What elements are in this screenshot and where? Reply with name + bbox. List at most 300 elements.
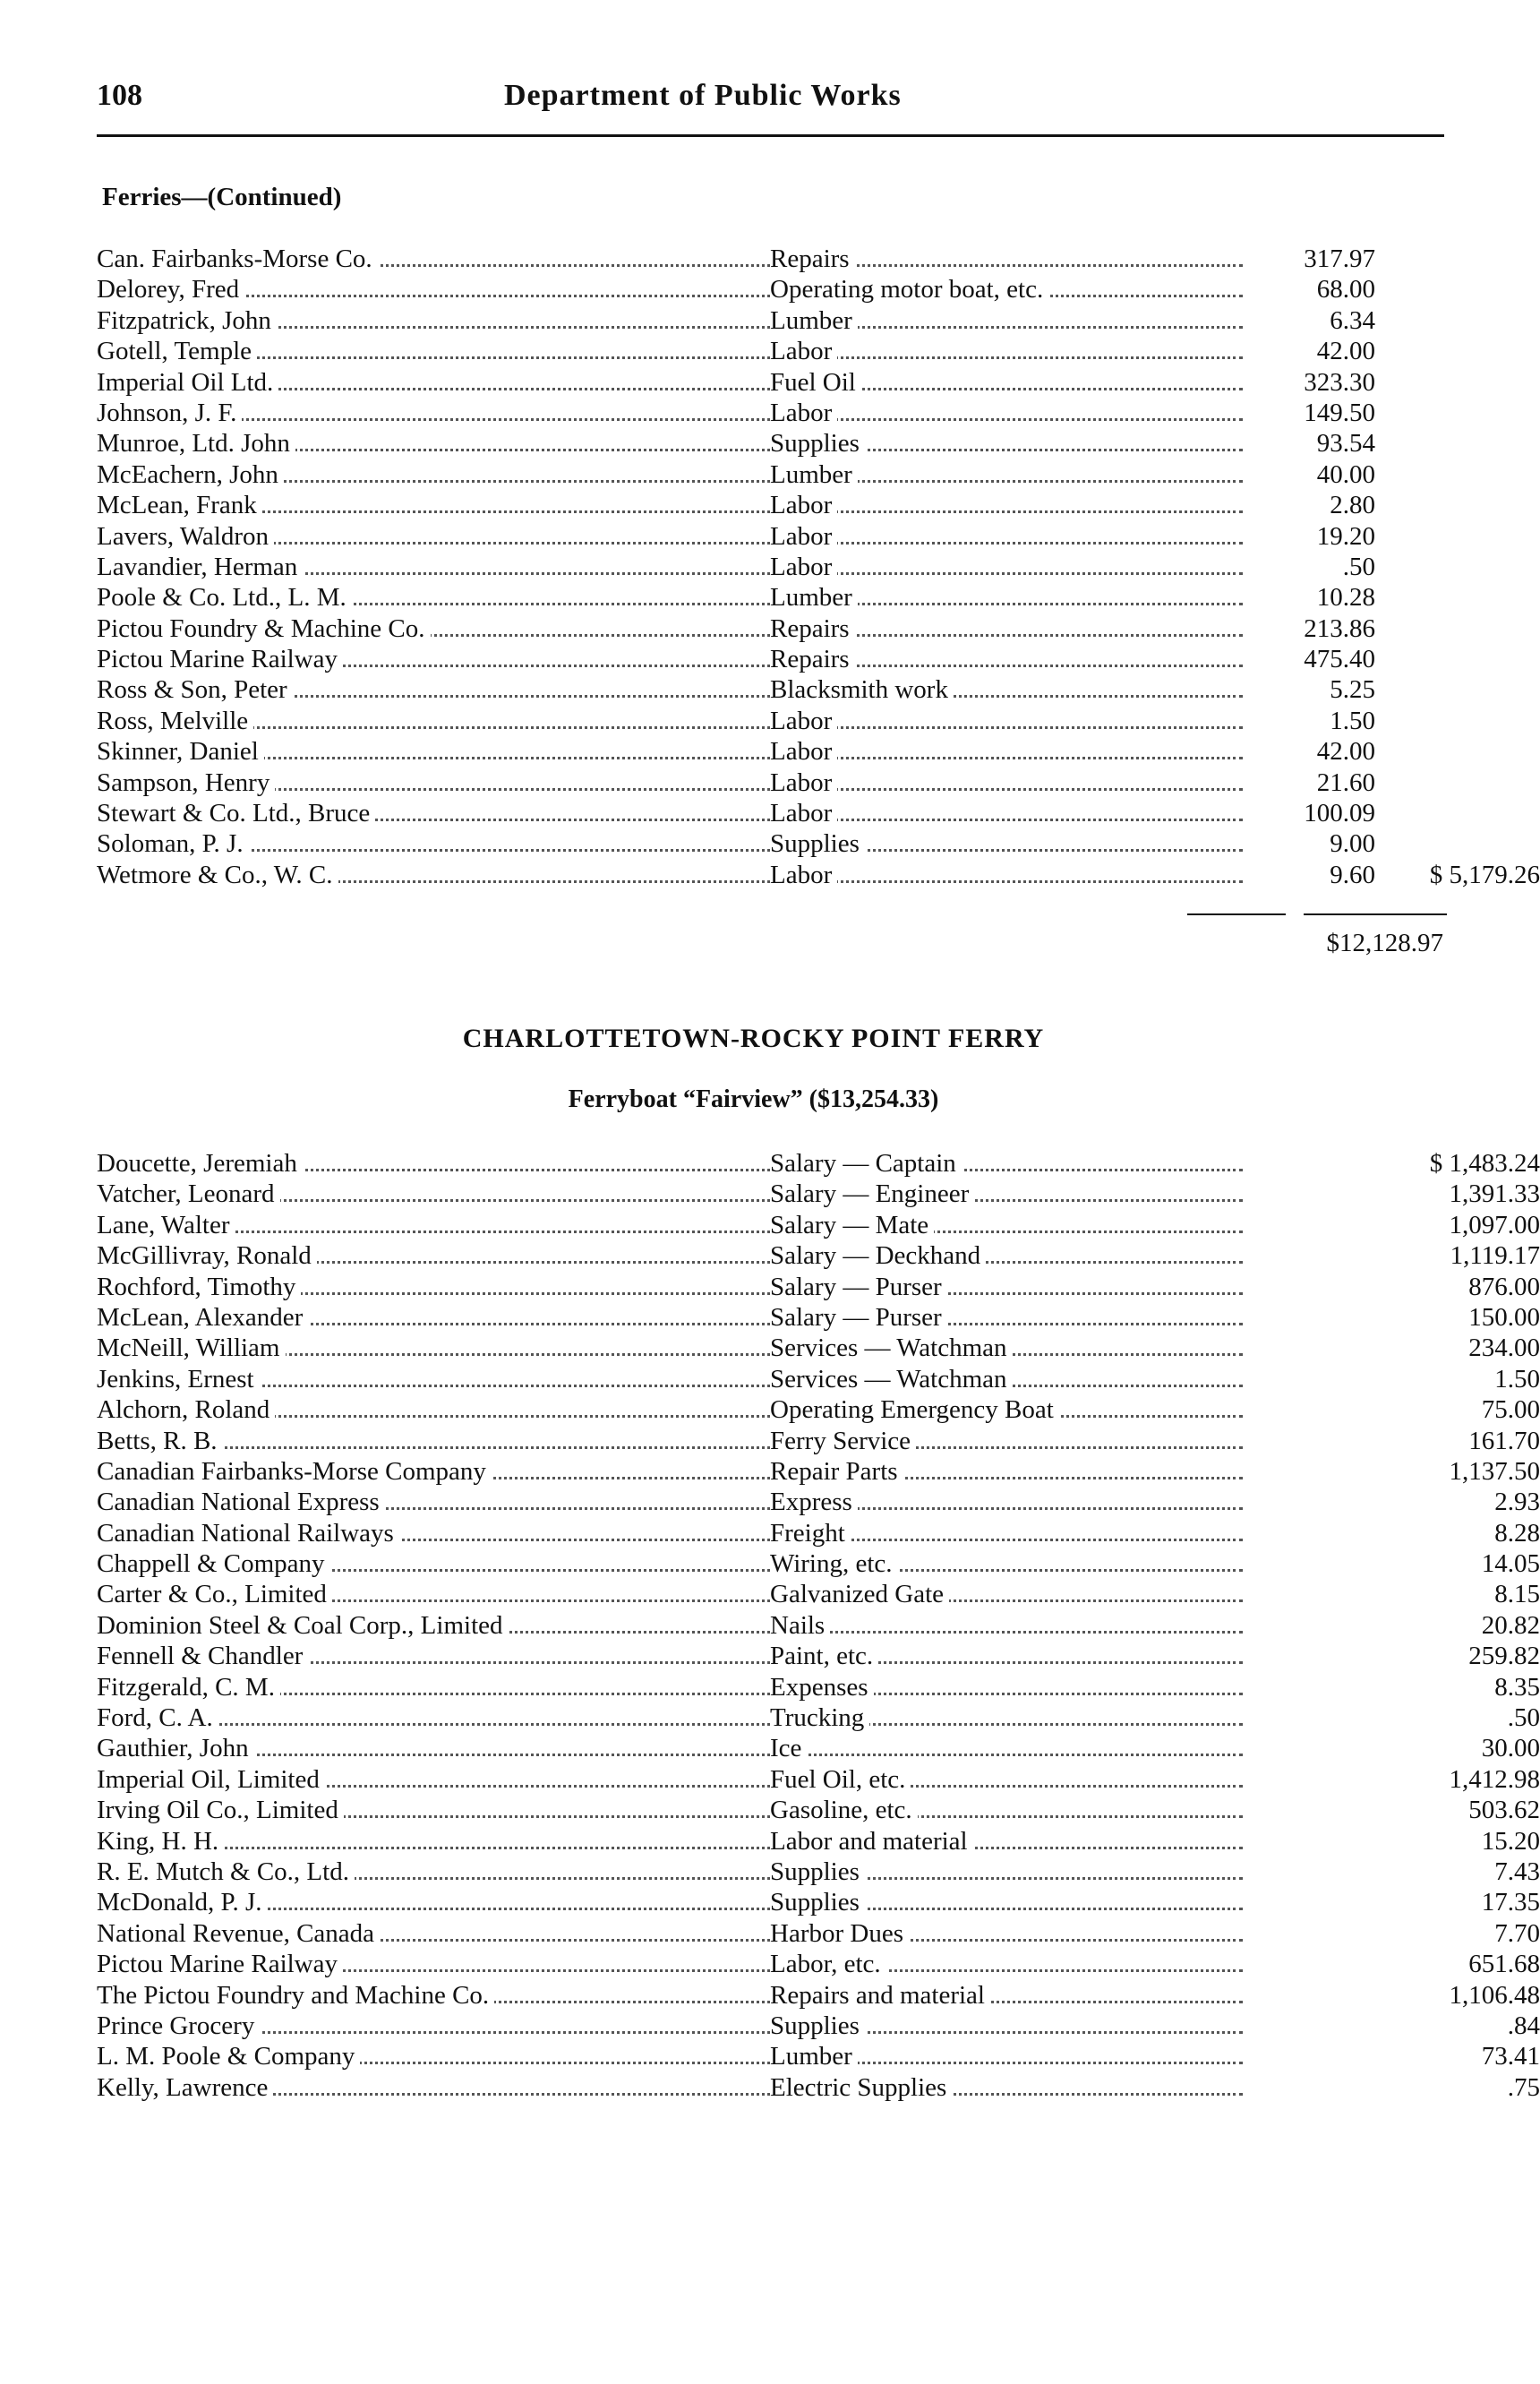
payee-name: Canadian National Railways — [97, 1519, 399, 1548]
payee-name: King, H. H. — [97, 1827, 224, 1856]
amount-cell: 213.86 — [1304, 613, 1375, 643]
item-cell — [770, 367, 1243, 398]
payee-name: Ford, C. A. — [97, 1703, 218, 1732]
item-description: Trucking — [770, 1703, 869, 1732]
table-row — [97, 1702, 1540, 1733]
table-row — [97, 1302, 1540, 1333]
amount-cell: 10.28 — [1316, 583, 1375, 613]
item-cell — [770, 798, 1243, 828]
item-cell — [770, 1148, 1243, 1179]
amount-cell: 5.25 — [1330, 675, 1375, 705]
amount-cell: 100.09 — [1304, 799, 1375, 828]
amount-cell: 6.34 — [1330, 305, 1375, 335]
amount-cell: 14.05 — [1481, 1549, 1540, 1579]
amount-cell: 161.70 — [1468, 1426, 1540, 1455]
table-row — [97, 1518, 1540, 1548]
table-row — [97, 1487, 1540, 1517]
table-row — [97, 521, 1458, 552]
item-description: Labor — [770, 799, 837, 828]
ferry-title: CHARLOTTETOWN-ROCKY POINT FERRY — [462, 1024, 1045, 1053]
item-cell — [770, 644, 1243, 674]
payee-name: Gauthier, John — [97, 1734, 254, 1762]
item-cell — [770, 706, 1243, 736]
item-cell — [770, 490, 1243, 520]
table-row — [97, 706, 1458, 736]
payee-name: Gotell, Temple — [97, 337, 257, 365]
amount-cell: 1.50 — [1494, 1364, 1540, 1394]
item-description: Supplies — [770, 829, 865, 858]
table-row — [97, 459, 1458, 490]
payee-name: Pictou Foundry & Machine Co. — [97, 614, 431, 643]
table-row — [97, 860, 1540, 890]
item-description: Operating motor boat, etc. — [770, 275, 1048, 304]
table-row — [97, 490, 1458, 520]
table-row — [97, 1179, 1540, 1209]
item-description: Galvanized Gate — [770, 1580, 949, 1608]
item-cell — [770, 1980, 1243, 2011]
item-description: Salary — Engineer — [770, 1179, 974, 1208]
payee-cell — [97, 1210, 770, 1240]
table-row — [97, 1733, 1540, 1763]
item-description: Salary — Purser — [770, 1273, 947, 1301]
item-cell — [770, 828, 1243, 859]
payee-name: Johnson, J. F. — [97, 399, 242, 427]
amount-cell: 149.50 — [1304, 398, 1375, 427]
table-row — [97, 244, 1458, 274]
payee-name: McLean, Frank — [97, 491, 262, 519]
payee-cell — [97, 1610, 770, 1641]
item-description: Fuel Oil — [770, 368, 861, 397]
amount-cell: 9.60 — [1330, 860, 1375, 889]
item-cell — [770, 1795, 1243, 1825]
item-cell — [770, 1548, 1243, 1579]
payee-name: Sampson, Henry — [97, 768, 275, 797]
payee-cell — [97, 1179, 770, 1209]
item-cell — [770, 459, 1243, 490]
payee-name: Carter & Co., Limited — [97, 1580, 332, 1608]
item-description: Ferry Service — [770, 1427, 916, 1455]
item-cell — [770, 1857, 1243, 1887]
payee-name: Irving Oil Co., Limited — [97, 1796, 344, 1824]
table-row — [97, 274, 1458, 304]
item-description: Labor and material — [770, 1827, 973, 1856]
payee-name: Lane, Walter — [97, 1211, 235, 1239]
payee-cell — [97, 1302, 770, 1333]
item-cell — [770, 2011, 1243, 2041]
payee-cell — [97, 613, 770, 644]
payee-cell — [97, 1980, 770, 2011]
amount-cell: 1,412.98 — [1449, 1764, 1540, 1794]
item-description: Repairs — [770, 614, 855, 643]
payee-cell — [97, 768, 770, 798]
payee-name: McGillivray, Ronald — [97, 1241, 317, 1270]
table-row — [97, 1394, 1540, 1425]
table-row — [97, 552, 1458, 582]
amount-cell: 1,106.48 — [1449, 1980, 1540, 2010]
payee-cell — [97, 521, 770, 552]
table-row — [97, 1610, 1540, 1641]
amount-cell: 17.35 — [1481, 1888, 1540, 1917]
payee-name: Wetmore & Co., W. C. — [97, 861, 338, 889]
amount-cell: 19.20 — [1316, 521, 1375, 551]
item-description: Labor — [770, 399, 837, 427]
payee-name: The Pictou Foundry and Machine Co. — [97, 1981, 494, 2010]
table-row — [97, 828, 1458, 859]
item-cell — [770, 1394, 1243, 1425]
amount-cell: 651.68 — [1468, 1950, 1540, 1979]
payee-cell — [97, 1548, 770, 1579]
item-description: Supplies — [770, 429, 865, 458]
amount-cell: 42.00 — [1316, 737, 1375, 767]
payee-cell — [97, 1826, 770, 1857]
amount-cell: 7.43 — [1494, 1857, 1540, 1886]
item-cell — [770, 1764, 1243, 1795]
subtotal-cell: $ 5,179.26 — [1429, 860, 1540, 889]
subtotal-rule-amount — [1187, 913, 1286, 915]
table-row — [97, 2011, 1540, 2041]
payee-name: McNeill, William — [97, 1333, 286, 1362]
payee-cell — [97, 644, 770, 674]
item-cell — [770, 1272, 1243, 1302]
item-description: Supplies — [770, 2011, 865, 2040]
payee-cell — [97, 244, 770, 274]
item-cell — [770, 1210, 1243, 1240]
payee-name: Alchorn, Roland — [97, 1395, 275, 1424]
payee-name: National Revenue, Canada — [97, 1919, 380, 1948]
item-cell — [770, 613, 1243, 644]
table-row — [97, 398, 1458, 428]
payee-name: Canadian Fairbanks-Morse Company — [97, 1457, 492, 1486]
grand-total: $12,128.97 — [1326, 929, 1443, 957]
item-description: Labor — [770, 707, 837, 735]
item-description: Lumber — [770, 460, 858, 489]
item-description: Labor — [770, 491, 837, 519]
amount-cell: 1,137.50 — [1449, 1456, 1540, 1486]
item-description: Ice — [770, 1734, 807, 1762]
payee-name: Skinner, Daniel — [97, 737, 264, 766]
item-cell — [770, 244, 1243, 274]
payee-name: Ross, Melville — [97, 707, 253, 735]
item-cell — [770, 1702, 1243, 1733]
table-row — [97, 2041, 1540, 2071]
item-description: Salary — Deckhand — [770, 1241, 986, 1270]
table-row — [97, 1795, 1540, 1825]
table-row — [97, 1857, 1540, 1887]
amount-cell: .50 — [1507, 1703, 1540, 1733]
payee-cell — [97, 1887, 770, 1917]
item-description: Labor — [770, 522, 837, 551]
payee-cell — [97, 459, 770, 490]
item-description: Repairs — [770, 645, 855, 673]
amount-cell: 8.35 — [1494, 1672, 1540, 1702]
item-description: Expenses — [770, 1673, 874, 1702]
item-description: Operating Emergency Boat — [770, 1395, 1059, 1424]
payee-cell — [97, 1426, 770, 1456]
payee-cell — [97, 582, 770, 613]
ferries-table — [97, 244, 1540, 890]
header-rule — [97, 134, 1444, 137]
amount-cell: 150.00 — [1468, 1302, 1540, 1332]
payee-cell — [97, 1733, 770, 1763]
amount-cell: 1,097.00 — [1449, 1210, 1540, 1239]
amount-cell: 68.00 — [1316, 275, 1375, 304]
table-row — [97, 1764, 1540, 1795]
item-cell — [770, 582, 1243, 613]
table-row — [97, 1887, 1540, 1917]
amount-cell: 15.20 — [1481, 1826, 1540, 1856]
item-description: Electric Supplies — [770, 2073, 952, 2102]
item-cell — [770, 521, 1243, 552]
payee-cell — [97, 1272, 770, 1302]
payee-cell — [97, 1456, 770, 1487]
amount-cell: 876.00 — [1468, 1272, 1540, 1301]
amount-cell: 475.40 — [1304, 645, 1375, 674]
item-description: Labor — [770, 768, 837, 797]
payee-name: Imperial Oil Ltd. — [97, 368, 278, 397]
item-cell — [770, 860, 1243, 890]
item-description: Salary — Mate — [770, 1211, 934, 1239]
payee-name: Ross & Son, Peter — [97, 675, 293, 704]
item-description: Supplies — [770, 1857, 865, 1886]
amount-cell: .84 — [1507, 2011, 1540, 2040]
table-row — [97, 428, 1458, 459]
payee-cell — [97, 706, 770, 736]
amount-cell: 20.82 — [1481, 1610, 1540, 1640]
item-cell — [770, 274, 1243, 304]
table-row — [97, 1240, 1540, 1271]
running-head: Department of Public Works — [504, 79, 902, 112]
payee-cell — [97, 274, 770, 304]
amount-cell: 73.41 — [1481, 2042, 1540, 2071]
payee-name: Delorey, Fred — [97, 275, 244, 304]
item-cell — [770, 2041, 1243, 2071]
item-description: Repairs — [770, 244, 855, 273]
payee-name: Lavandier, Herman — [97, 553, 303, 581]
payee-cell — [97, 1795, 770, 1825]
table-row — [97, 1333, 1540, 1363]
item-description: Labor — [770, 861, 837, 889]
item-cell — [770, 1333, 1243, 1363]
item-cell — [770, 674, 1243, 705]
item-description: Labor — [770, 553, 837, 581]
payee-cell — [97, 2041, 770, 2071]
amount-cell: 317.97 — [1304, 244, 1375, 273]
item-cell — [770, 305, 1243, 336]
payee-cell — [97, 1641, 770, 1671]
amount-cell: 503.62 — [1468, 1796, 1540, 1825]
table-row — [97, 1641, 1540, 1671]
item-cell — [770, 1179, 1243, 1209]
payee-cell — [97, 1764, 770, 1795]
payee-cell — [97, 1702, 770, 1733]
item-cell — [770, 1240, 1243, 1271]
table-row — [97, 336, 1458, 366]
payee-cell — [97, 1487, 770, 1517]
amount-cell: 259.82 — [1468, 1642, 1540, 1671]
item-description: Lumber — [770, 583, 858, 612]
item-cell — [770, 1918, 1243, 1949]
item-description: Express — [770, 1488, 858, 1516]
payee-name: Doucette, Jeremiah — [97, 1149, 303, 1178]
amount-cell: 7.70 — [1494, 1918, 1540, 1948]
payee-cell — [97, 1240, 770, 1271]
amount-cell: 8.28 — [1494, 1518, 1540, 1548]
payee-name: Poole & Co. Ltd., L. M. — [97, 583, 352, 612]
amount-cell: 30.00 — [1481, 1734, 1540, 1763]
payee-name: R. E. Mutch & Co., Ltd. — [97, 1857, 355, 1886]
item-cell — [770, 428, 1243, 459]
table-row — [97, 1980, 1540, 2011]
item-cell — [770, 552, 1243, 582]
table-row — [97, 613, 1458, 644]
payee-cell — [97, 1364, 770, 1394]
item-cell — [770, 336, 1243, 366]
item-description: Lumber — [770, 2042, 858, 2071]
item-cell — [770, 1456, 1243, 1487]
amount-cell: .75 — [1507, 2072, 1540, 2102]
payee-cell — [97, 1148, 770, 1179]
amount-cell: 93.54 — [1316, 429, 1375, 459]
table-row — [97, 1210, 1540, 1240]
item-description: Repair Parts — [770, 1457, 903, 1486]
payee-name: McDonald, P. J. — [97, 1888, 267, 1917]
table-row — [97, 644, 1458, 674]
payee-name: McLean, Alexander — [97, 1303, 308, 1332]
table-row — [97, 798, 1458, 828]
table-row — [97, 674, 1458, 705]
ferry-subtitle: Ferryboat “Fairview” ($13,254.33) — [568, 1085, 939, 1113]
table-row — [97, 305, 1458, 336]
item-cell — [770, 1364, 1243, 1394]
item-cell — [770, 1426, 1243, 1456]
amount-cell: 75.00 — [1481, 1395, 1540, 1425]
table-row — [97, 1579, 1540, 1609]
payee-cell — [97, 305, 770, 336]
table-row — [97, 1364, 1540, 1394]
amount-cell: 2.93 — [1494, 1488, 1540, 1517]
payee-cell — [97, 1518, 770, 1548]
item-cell — [770, 1579, 1243, 1609]
table-row — [97, 2072, 1540, 2103]
item-description: Paint, etc. — [770, 1642, 878, 1670]
payee-name: McEachern, John — [97, 460, 284, 489]
table-row — [97, 582, 1458, 613]
payee-cell — [97, 398, 770, 428]
item-description: Freight — [770, 1519, 851, 1548]
payee-cell — [97, 2072, 770, 2103]
payee-name: Jenkins, Ernest — [97, 1365, 260, 1394]
page-number: 108 — [97, 79, 142, 112]
fairview-table — [97, 1148, 1540, 2103]
payee-name: Dominion Steel & Coal Corp., Limited — [97, 1611, 509, 1640]
item-cell — [770, 1518, 1243, 1548]
table-row — [97, 768, 1458, 798]
payee-name: Betts, R. B. — [97, 1427, 223, 1455]
payee-name: Pictou Marine Railway — [97, 1950, 343, 1978]
payee-name: Prince Grocery — [97, 2011, 260, 2040]
amount-cell: 323.30 — [1304, 367, 1375, 397]
payee-cell — [97, 1857, 770, 1887]
amount-cell: $ 1,483.24 — [1429, 1149, 1540, 1178]
payee-cell — [97, 336, 770, 366]
payee-name: Canadian National Express — [97, 1488, 385, 1516]
payee-name: Pictou Marine Railway — [97, 645, 343, 673]
payee-name: Chappell & Company — [97, 1549, 330, 1578]
table-row — [97, 1826, 1540, 1857]
payee-cell — [97, 798, 770, 828]
amount-cell: .50 — [1342, 552, 1375, 581]
item-cell — [770, 1641, 1243, 1671]
payee-name: Rochford, Timothy — [97, 1273, 301, 1301]
table-row — [97, 1272, 1540, 1302]
item-cell — [770, 1302, 1243, 1333]
payee-name: Fennell & Chandler — [97, 1642, 308, 1670]
payee-name: Vatcher, Leonard — [97, 1179, 280, 1208]
payee-cell — [97, 1949, 770, 1979]
subtotal-rule-total — [1304, 913, 1447, 915]
payee-name: L. M. Poole & Company — [97, 2042, 360, 2071]
payee-cell — [97, 1918, 770, 1949]
item-description: Labor — [770, 337, 837, 365]
item-cell — [770, 2072, 1243, 2103]
table-row — [97, 1672, 1540, 1702]
payee-name: Imperial Oil, Limited — [97, 1765, 325, 1794]
page-header — [97, 79, 1440, 124]
payee-name: Lavers, Waldron — [97, 522, 274, 551]
amount-cell: 21.60 — [1316, 768, 1375, 797]
item-description: Lumber — [770, 306, 858, 335]
item-cell — [770, 1672, 1243, 1702]
item-cell — [770, 1826, 1243, 1857]
item-cell — [770, 1949, 1243, 1979]
item-description: Fuel Oil, etc. — [770, 1765, 911, 1794]
payee-cell — [97, 860, 770, 890]
payee-name: Munroe, Ltd. John — [97, 429, 295, 458]
table-row — [97, 736, 1458, 767]
payee-cell — [97, 552, 770, 582]
payee-cell — [97, 1579, 770, 1609]
amount-cell: 9.00 — [1330, 829, 1375, 859]
amount-cell: 1,391.33 — [1449, 1179, 1540, 1209]
item-description: Labor, etc. — [770, 1950, 886, 1978]
amount-cell: 234.00 — [1468, 1333, 1540, 1363]
payee-cell — [97, 1333, 770, 1363]
item-cell — [770, 398, 1243, 428]
payee-cell — [97, 428, 770, 459]
payee-cell — [97, 490, 770, 520]
item-cell — [770, 768, 1243, 798]
payee-cell — [97, 1672, 770, 1702]
payee-name: Stewart & Co. Ltd., Bruce — [97, 799, 375, 828]
amount-cell: 1,119.17 — [1450, 1241, 1540, 1271]
payee-cell — [97, 828, 770, 859]
item-description: Labor — [770, 737, 837, 766]
table-row — [97, 1548, 1540, 1579]
payee-name: Kelly, Lawrence — [97, 2073, 273, 2102]
item-description: Nails — [770, 1611, 830, 1640]
table-row — [97, 1918, 1540, 1949]
payee-name: Can. Fairbanks-Morse Co. — [97, 244, 378, 273]
amount-cell: 40.00 — [1316, 459, 1375, 489]
table-row — [97, 1148, 1540, 1179]
payee-cell — [97, 1394, 770, 1425]
item-cell — [770, 1610, 1243, 1641]
item-description: Services — Watchman — [770, 1333, 1013, 1362]
amount-cell: 1.50 — [1330, 706, 1375, 735]
item-description: Salary — Captain — [770, 1149, 962, 1178]
payee-cell — [97, 736, 770, 767]
item-cell — [770, 736, 1243, 767]
